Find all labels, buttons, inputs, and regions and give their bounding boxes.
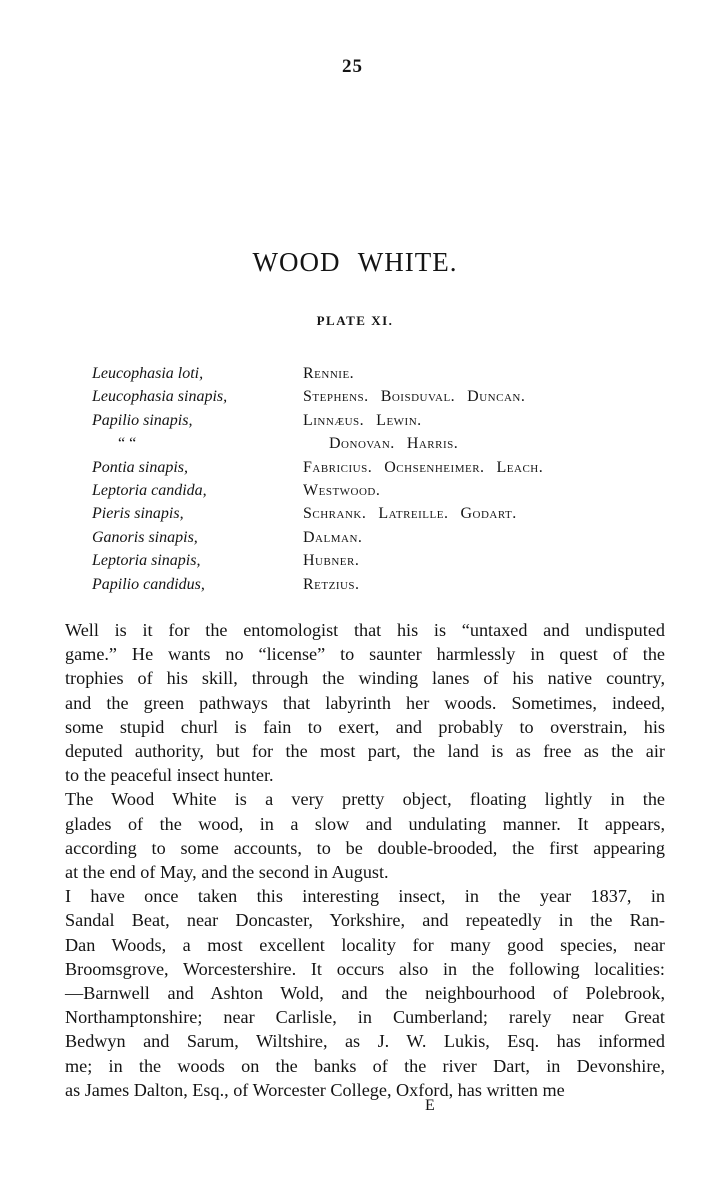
text-line: game.” He wants no “license” to saunter harmlessly in quest of the <box>65 644 665 665</box>
synonymy-row <box>92 526 692 549</box>
paragraph <box>65 884 665 1102</box>
authorities <box>303 549 359 572</box>
text-line: trophies of his skill, through the winding lanes of his native country, <box>65 668 665 689</box>
authorities <box>329 432 458 455</box>
authority-name: Retzius. <box>303 575 360 593</box>
synonymy-row <box>92 479 692 502</box>
authority-name: Dalman. <box>303 528 363 546</box>
text-line: glades of the wood, in a slow and undulating manner. It appears, <box>65 813 665 834</box>
page-title: WOOD WHITE. <box>252 247 458 277</box>
authorities <box>303 456 543 479</box>
species-name: Pontia sinapis, <box>92 458 189 476</box>
paragraph <box>65 618 665 787</box>
authority-name: Lewin. <box>376 411 422 429</box>
synonymy-row <box>92 385 692 408</box>
text-line: me; in the woods on the banks of the river Dart, in Devonshire, <box>65 1055 665 1076</box>
authority-name: Fabricius. <box>303 458 373 476</box>
species-name: Papilio sinapis, <box>92 411 193 429</box>
synonymy-row <box>92 432 692 455</box>
authorities <box>303 479 380 502</box>
species-name: Ganoris sinapis, <box>92 528 198 546</box>
text-line: The Wood White is a very pretty object, floating lightly in the <box>65 789 665 810</box>
authority-name: Latreille. <box>378 505 449 523</box>
synonymy-row <box>92 502 692 525</box>
text-line: Well is it for the entomologist that his is “untaxed and undisputed <box>65 620 665 640</box>
signature-mark: E <box>425 1097 435 1114</box>
text-line: deputed authority, but for the most part, the land is as free as the air <box>65 741 665 762</box>
authority-name: Harris. <box>406 435 459 453</box>
synonymy-list <box>92 362 692 596</box>
text-line: Bedwyn and Sarum, Wiltshire, as J. W. Lukis, Esq. has informed <box>65 1031 665 1052</box>
species-name: Leptoria sinapis, <box>92 552 201 570</box>
authorities <box>303 385 525 408</box>
authorities <box>303 573 360 596</box>
authority-name: Schrank. <box>303 505 367 523</box>
text-line: I have once taken this interesting insect, in the year 1837, in <box>65 886 665 907</box>
synonymy-row <box>92 549 692 572</box>
synonymy-row <box>92 456 692 479</box>
authority-name: Duncan. <box>467 388 526 406</box>
authorities <box>303 502 517 525</box>
authority-name: Leach. <box>496 458 544 476</box>
synonymy-row <box>92 573 692 596</box>
text-line: Broomsgrove, Worcestershire. It occurs also in the following localities: <box>65 958 665 979</box>
text-line: —Barnwell and Ashton Wold, and the neighbourhood of Polebrook, <box>65 983 665 1004</box>
synonymy-row <box>92 409 692 432</box>
synonymy-row <box>92 362 692 385</box>
text-line: to the peaceful insect hunter. <box>65 765 274 786</box>
species-name: Leptoria candida, <box>92 481 207 499</box>
authority-name: Stephens. <box>303 388 369 406</box>
text-line: according to some accounts, to be double-brooded, the first appearing <box>65 837 665 858</box>
authority-name: Westwood. <box>303 481 381 499</box>
authority-name: Boisduval. <box>380 388 456 406</box>
text-line: Dan Woods, a most excellent locality for many good species, near <box>65 934 665 955</box>
plate-label: PLATE XI. <box>316 313 394 328</box>
page-number: 25 <box>342 56 363 77</box>
authority-name: Donovan. <box>329 435 395 453</box>
body-text <box>65 618 665 1102</box>
paragraph <box>65 787 665 884</box>
text-line: some stupid churl is fain to exert, and probably to overstrain, his <box>65 716 665 737</box>
authority-name: Linnæus. <box>303 411 365 429</box>
species-name: Leucophasia loti, <box>92 365 204 382</box>
species-name: Leucophasia sinapis, <box>92 388 228 406</box>
species-name: Papilio candidus, <box>92 575 205 593</box>
text-line: Northamptonshire; near Carlisle, in Cumberland; rarely near Great <box>65 1007 665 1028</box>
species-name: Pieris sinapis, <box>92 505 184 523</box>
authorities <box>303 526 362 549</box>
species-name: “ “ <box>118 435 137 453</box>
authority-name: Hubner. <box>303 552 360 570</box>
text-line: Sandal Beat, near Doncaster, Yorkshire, and repeatedly in the Ran- <box>65 910 665 931</box>
authority-name: Ochsenheimer. <box>384 458 485 476</box>
text-line: at the end of May, and the second in August. <box>65 862 389 883</box>
authorities <box>303 362 354 385</box>
authority-name: Godart. <box>460 505 517 523</box>
text-line: and the green pathways that labyrinth her woods. Sometimes, indeed, <box>65 692 665 713</box>
authority-name: Rennie. <box>303 365 355 382</box>
text-line: as James Dalton, Esq., of Worcester College, Oxford, has written me <box>65 1079 565 1100</box>
authorities <box>303 409 422 432</box>
